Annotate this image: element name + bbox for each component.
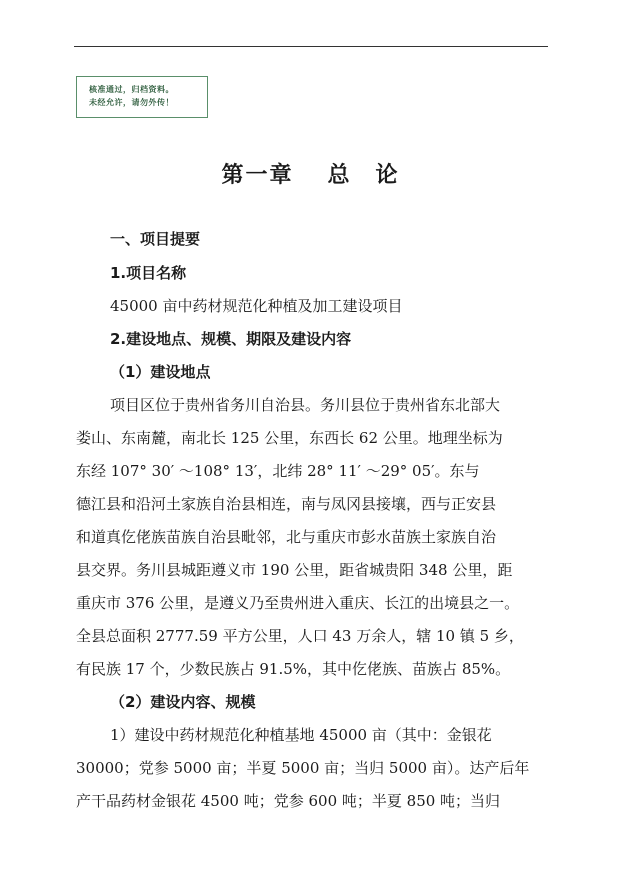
paragraph-line: 产干品药材金银花 4500 吨；党参 600 吨；半夏 850 吨；当归: [76, 792, 501, 810]
paragraph-line: 德江县和沿河土家族自治县相连，南与凤冈县接壤，西与正安县: [76, 495, 497, 513]
project-name: 45000 亩中药材规范化种植及加工建设项目: [110, 297, 403, 315]
stamp-line-1: 核准通过，归档资料。: [89, 85, 174, 94]
paragraph-line: 全县总面积 2777.59 平方公里，人口 43 万余人，辖 10 镇 5 乡，: [76, 627, 524, 645]
chapter-heading: 总 论: [327, 163, 400, 188]
paragraph-line: 1）建设中药材规范化种植基地 45000 亩（其中：金银花: [110, 726, 492, 744]
stamp-line-2: 未经允许，请勿外传！: [89, 98, 174, 107]
archive-stamp: [76, 76, 208, 118]
subheading-content-scale: （2）建设内容、规模: [110, 693, 256, 711]
paragraph-line: 有民族 17 个，少数民族占 91.5%，其中仡佬族、苗族占 85%。: [76, 660, 511, 678]
subsection-heading-1-1: 1.项目名称: [110, 264, 187, 282]
paragraph-line: 娄山、东南麓，南北长 125 公里，东西长 62 公里。地理坐标为: [76, 429, 503, 447]
paragraph-line: 和道真仡佬族苗族自治县毗邻，北与重庆市彭水苗族土家族自治: [76, 528, 497, 546]
paragraph-line: 重庆市 376 公里，是遵义乃至贵州进入重庆、长江的出境县之一。: [76, 594, 520, 612]
section-heading-1: 一、项目提要: [110, 230, 201, 248]
chapter-title: [0, 158, 621, 189]
subsection-heading-1-2: 2.建设地点、规模、期限及建设内容: [110, 330, 352, 348]
paragraph-line: 项目区位于贵州省务川自治县。务川县位于贵州省东北部大: [110, 396, 501, 414]
paragraph-line: 30000；党参 5000 亩；半夏 5000 亩；当归 5000 亩）。达产后年: [76, 759, 530, 777]
subheading-location: （1）建设地点: [110, 363, 211, 381]
chapter-label: 第一章: [221, 163, 294, 188]
paragraph-line: 东经 107° 30′ ～108° 13′，北纬 28° 11′ ～29° 05′。东与: [76, 462, 480, 480]
header-rule: [74, 46, 548, 47]
paragraph-line: 县交界。务川县城距遵义市 190 公里，距省城贵阳 348 公里，距: [76, 561, 513, 579]
